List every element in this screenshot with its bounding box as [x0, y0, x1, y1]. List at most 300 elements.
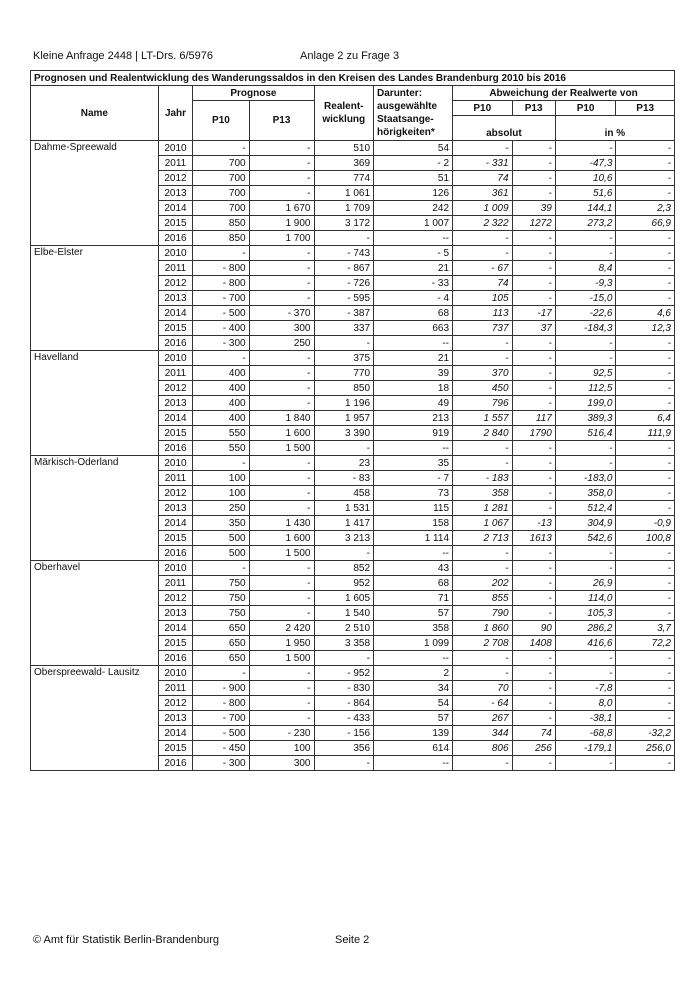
- footer-page-number: Seite 2: [335, 934, 370, 946]
- table-cell: -: [249, 261, 314, 276]
- table-cell: 74: [512, 726, 555, 741]
- table-cell: 273,2: [555, 216, 616, 231]
- table-cell: 2014: [158, 726, 193, 741]
- district-name-cell: [31, 546, 159, 561]
- table-cell: 1790: [512, 426, 555, 441]
- table-cell: 2011: [158, 366, 193, 381]
- table-cell: -: [249, 381, 314, 396]
- table-cell: -: [555, 246, 616, 261]
- table-cell: 68: [374, 306, 453, 321]
- table-cell: 919: [374, 426, 453, 441]
- table-cell: -: [616, 141, 675, 156]
- table-cell: -: [616, 171, 675, 186]
- table-row: [31, 231, 675, 246]
- table-cell: -: [453, 756, 513, 771]
- table-cell: - 800: [193, 261, 249, 276]
- table-cell: -: [512, 576, 555, 591]
- table-cell: -: [555, 546, 616, 561]
- table-cell: 358: [453, 486, 513, 501]
- table-cell: -13: [512, 516, 555, 531]
- table-cell: -15,0: [555, 291, 616, 306]
- table-row: [31, 516, 675, 531]
- table-cell: 18: [374, 381, 453, 396]
- table-cell: 2016: [158, 441, 193, 456]
- table-cell: 2 510: [314, 621, 374, 636]
- district-name-cell: [31, 741, 159, 756]
- table-cell: -: [453, 561, 513, 576]
- table-cell: --: [374, 546, 453, 561]
- table-cell: 1 067: [453, 516, 513, 531]
- table-cell: -: [314, 336, 374, 351]
- table-cell: 1 600: [249, 426, 314, 441]
- table-cell: - 230: [249, 726, 314, 741]
- district-name-cell: [31, 336, 159, 351]
- table-cell: 1 840: [249, 411, 314, 426]
- table-cell: -: [512, 756, 555, 771]
- table-cell: -: [512, 156, 555, 171]
- table-cell: 700: [193, 201, 249, 216]
- table-cell: 100: [193, 471, 249, 486]
- district-name-cell: [31, 186, 159, 201]
- table-cell: -: [616, 246, 675, 261]
- table-cell: - 331: [453, 156, 513, 171]
- table-cell: -: [616, 381, 675, 396]
- table-cell: -: [512, 696, 555, 711]
- table-cell: -: [249, 456, 314, 471]
- table-cell: 158: [374, 516, 453, 531]
- table-cell: -: [512, 171, 555, 186]
- table-cell: 57: [374, 606, 453, 621]
- table-cell: -: [616, 651, 675, 666]
- table-cell: - 800: [193, 276, 249, 291]
- table-cell: 358,0: [555, 486, 616, 501]
- table-cell: 10,6: [555, 171, 616, 186]
- table-cell: 852: [314, 561, 374, 576]
- table-cell: -: [512, 486, 555, 501]
- table-cell: - 67: [453, 261, 513, 276]
- table-cell: 8,0: [555, 696, 616, 711]
- table-cell: -: [512, 336, 555, 351]
- table-cell: - 33: [374, 276, 453, 291]
- table-cell: -: [555, 141, 616, 156]
- table-cell: 550: [193, 441, 249, 456]
- table-cell: -: [512, 471, 555, 486]
- table-cell: 73: [374, 486, 453, 501]
- table-cell: - 700: [193, 291, 249, 306]
- table-cell: - 595: [314, 291, 374, 306]
- table-cell: 12,3: [616, 321, 675, 336]
- table-cell: -32,2: [616, 726, 675, 741]
- table-cell: 1 531: [314, 501, 374, 516]
- table-cell: 450: [453, 381, 513, 396]
- table-cell: 806: [453, 741, 513, 756]
- table-cell: 54: [374, 141, 453, 156]
- col-header-pct-p13: P13: [616, 101, 675, 116]
- table-cell: -: [249, 561, 314, 576]
- table-cell: 2016: [158, 546, 193, 561]
- table-cell: 1 600: [249, 531, 314, 546]
- table-cell: 2016: [158, 756, 193, 771]
- col-header-pct-p10: P10: [555, 101, 616, 116]
- table-cell: 458: [314, 486, 374, 501]
- table-cell: -: [512, 606, 555, 621]
- table-cell: 1 500: [249, 651, 314, 666]
- table-cell: 21: [374, 261, 453, 276]
- table-cell: 2011: [158, 156, 193, 171]
- table-cell: -: [512, 651, 555, 666]
- district-name-cell: [31, 201, 159, 216]
- table-cell: 952: [314, 576, 374, 591]
- table-cell: 344: [453, 726, 513, 741]
- table-cell: - 450: [193, 741, 249, 756]
- table-cell: - 400: [193, 321, 249, 336]
- table-cell: 199,0: [555, 396, 616, 411]
- table-cell: -: [512, 396, 555, 411]
- table-cell: -: [616, 441, 675, 456]
- table-row: [31, 306, 675, 321]
- table-cell: 43: [374, 561, 453, 576]
- table-cell: 250: [249, 336, 314, 351]
- table-cell: 2014: [158, 411, 193, 426]
- table-cell: 2014: [158, 201, 193, 216]
- district-name-cell: [31, 171, 159, 186]
- page-footer: [33, 934, 370, 946]
- table-cell: -: [512, 711, 555, 726]
- district-name-cell: [31, 441, 159, 456]
- table-cell: - 4: [374, 291, 453, 306]
- table-row: [31, 651, 675, 666]
- table-cell: 2012: [158, 696, 193, 711]
- table-cell: -: [249, 366, 314, 381]
- table-cell: -: [249, 576, 314, 591]
- table-cell: -: [616, 711, 675, 726]
- table-row: [31, 291, 675, 306]
- table-cell: -: [512, 456, 555, 471]
- table-cell: 90: [512, 621, 555, 636]
- table-cell: -: [512, 261, 555, 276]
- table-row: [31, 711, 675, 726]
- table-cell: 51,6: [555, 186, 616, 201]
- district-name-cell: [31, 291, 159, 306]
- table-cell: 2012: [158, 171, 193, 186]
- district-name-cell: [31, 531, 159, 546]
- table-cell: 750: [193, 591, 249, 606]
- district-name-cell: [31, 501, 159, 516]
- table-cell: -: [616, 666, 675, 681]
- table-cell: -: [249, 501, 314, 516]
- table-cell: -: [512, 231, 555, 246]
- table-cell: 400: [193, 411, 249, 426]
- col-header-year: Jahr: [158, 86, 193, 141]
- table-cell: -: [616, 396, 675, 411]
- footer-copyright: © Amt für Statistik Berlin-Brandenburg: [33, 934, 220, 946]
- table-cell: - 867: [314, 261, 374, 276]
- district-name-cell: [31, 696, 159, 711]
- district-name-cell: [31, 216, 159, 231]
- table-cell: -: [616, 486, 675, 501]
- table-cell: 115: [374, 501, 453, 516]
- table-cell: -17: [512, 306, 555, 321]
- table-cell: - 83: [314, 471, 374, 486]
- district-name: Elbe-Elster: [31, 246, 159, 261]
- district-name-cell: [31, 651, 159, 666]
- table-row: [31, 276, 675, 291]
- district-name-cell: [31, 711, 159, 726]
- col-header-prognose-p13: P13: [249, 101, 314, 141]
- table-cell: -: [555, 336, 616, 351]
- table-cell: 74: [453, 276, 513, 291]
- table-cell: - 500: [193, 306, 249, 321]
- table-cell: 1 670: [249, 201, 314, 216]
- table-cell: 21: [374, 351, 453, 366]
- table-cell: 356: [314, 741, 374, 756]
- table-cell: 74: [453, 171, 513, 186]
- district-name: Märkisch-Oderland: [31, 456, 159, 471]
- table-cell: 516,4: [555, 426, 616, 441]
- table-cell: 111,9: [616, 426, 675, 441]
- table-cell: 2013: [158, 186, 193, 201]
- table-cell: -: [616, 336, 675, 351]
- table-cell: 358: [374, 621, 453, 636]
- table-cell: -: [616, 591, 675, 606]
- table-cell: -: [512, 561, 555, 576]
- col-header-abs-p10: P10: [453, 101, 513, 116]
- table-cell: -: [249, 141, 314, 156]
- table-cell: 650: [193, 651, 249, 666]
- district-name-cell: [31, 156, 159, 171]
- table-cell: - 64: [453, 696, 513, 711]
- table-cell: -: [249, 246, 314, 261]
- table-cell: -184,3: [555, 321, 616, 336]
- table-cell: -: [453, 441, 513, 456]
- table-cell: 663: [374, 321, 453, 336]
- table-row: [31, 441, 675, 456]
- table-cell: 54: [374, 696, 453, 711]
- table-cell: 2 713: [453, 531, 513, 546]
- table-row: [31, 201, 675, 216]
- table-cell: 770: [314, 366, 374, 381]
- table-cell: 2015: [158, 426, 193, 441]
- table-cell: -: [249, 186, 314, 201]
- district-name-cell: [31, 381, 159, 396]
- table-cell: - 5: [374, 246, 453, 261]
- district-name: Oberhavel: [31, 561, 159, 576]
- table-row: [31, 351, 675, 366]
- table-cell: 796: [453, 396, 513, 411]
- district-name-cell: [31, 621, 159, 636]
- table-cell: - 387: [314, 306, 374, 321]
- table-cell: 790: [453, 606, 513, 621]
- table-cell: -: [512, 351, 555, 366]
- col-header-real: Realent- wicklung: [314, 86, 374, 141]
- table-row: [31, 726, 675, 741]
- table-cell: 250: [193, 501, 249, 516]
- table-cell: 144,1: [555, 201, 616, 216]
- table-cell: 2014: [158, 516, 193, 531]
- table-cell: 112,5: [555, 381, 616, 396]
- table-row: [31, 426, 675, 441]
- table-cell: 550: [193, 426, 249, 441]
- table-cell: 2 420: [249, 621, 314, 636]
- table-cell: -: [616, 156, 675, 171]
- table-cell: 2010: [158, 456, 193, 471]
- table-cell: 2016: [158, 336, 193, 351]
- table-cell: -: [555, 651, 616, 666]
- table-cell: 350: [193, 516, 249, 531]
- table-cell: -7,8: [555, 681, 616, 696]
- table-row: [31, 336, 675, 351]
- table-cell: 23: [314, 456, 374, 471]
- table-cell: 3 213: [314, 531, 374, 546]
- table-cell: 1 430: [249, 516, 314, 531]
- table-cell: -: [512, 546, 555, 561]
- table-cell: -: [616, 501, 675, 516]
- table-cell: -: [249, 171, 314, 186]
- table-cell: 2015: [158, 216, 193, 231]
- table-cell: 92,5: [555, 366, 616, 381]
- table-cell: 2012: [158, 591, 193, 606]
- col-header-name: Name: [31, 86, 159, 141]
- table-cell: 850: [193, 231, 249, 246]
- table-cell: 2010: [158, 246, 193, 261]
- table-cell: 1 605: [314, 591, 374, 606]
- table-cell: -: [314, 756, 374, 771]
- table-cell: -: [453, 351, 513, 366]
- page-header: [33, 50, 400, 62]
- table-cell: 370: [453, 366, 513, 381]
- table-row: [31, 171, 675, 186]
- table-cell: - 7: [374, 471, 453, 486]
- table-cell: 850: [193, 216, 249, 231]
- table-cell: -: [616, 231, 675, 246]
- district-name-cell: [31, 411, 159, 426]
- table-cell: 57: [374, 711, 453, 726]
- table-cell: -: [616, 186, 675, 201]
- table-cell: -0,9: [616, 516, 675, 531]
- table-cell: 2 708: [453, 636, 513, 651]
- table-cell: -: [555, 756, 616, 771]
- table-cell: -: [512, 441, 555, 456]
- table-cell: -: [616, 351, 675, 366]
- table-cell: --: [374, 756, 453, 771]
- table-cell: 389,3: [555, 411, 616, 426]
- table-cell: -38,1: [555, 711, 616, 726]
- table-cell: -: [314, 441, 374, 456]
- table-row: [31, 606, 675, 621]
- table-cell: -: [249, 156, 314, 171]
- table-cell: 2 322: [453, 216, 513, 231]
- table-cell: -: [512, 381, 555, 396]
- table-cell: -: [249, 471, 314, 486]
- table-cell: 1408: [512, 636, 555, 651]
- table-cell: 2015: [158, 636, 193, 651]
- table-cell: -: [193, 561, 249, 576]
- table-cell: -: [249, 681, 314, 696]
- table-cell: 750: [193, 606, 249, 621]
- table-cell: -: [249, 696, 314, 711]
- district-name-cell: [31, 306, 159, 321]
- district-name: Dahme-Spreewald: [31, 141, 159, 156]
- col-header-prognose-p10: P10: [193, 101, 249, 141]
- table-cell: -: [193, 666, 249, 681]
- table-cell: 500: [193, 531, 249, 546]
- table-cell: -: [193, 351, 249, 366]
- table-cell: 35: [374, 456, 453, 471]
- table-row: [31, 381, 675, 396]
- table-cell: - 952: [314, 666, 374, 681]
- table-cell: 2,3: [616, 201, 675, 216]
- table-cell: - 156: [314, 726, 374, 741]
- table-cell: 70: [453, 681, 513, 696]
- table-cell: 2016: [158, 231, 193, 246]
- table-cell: -: [512, 366, 555, 381]
- table-cell: 304,9: [555, 516, 616, 531]
- table-cell: 400: [193, 381, 249, 396]
- table-cell: -: [512, 186, 555, 201]
- table-cell: - 743: [314, 246, 374, 261]
- table-row: [31, 471, 675, 486]
- table-cell: 49: [374, 396, 453, 411]
- table-cell: 100: [249, 741, 314, 756]
- table-cell: -: [616, 276, 675, 291]
- table-cell: -: [616, 546, 675, 561]
- table-cell: 113: [453, 306, 513, 321]
- table-cell: - 370: [249, 306, 314, 321]
- table-cell: -: [555, 231, 616, 246]
- table-cell: -: [249, 486, 314, 501]
- table-cell: -: [453, 456, 513, 471]
- table-cell: 8,4: [555, 261, 616, 276]
- table-cell: -: [453, 336, 513, 351]
- table-row: [31, 741, 675, 756]
- table-cell: -: [453, 246, 513, 261]
- table-cell: -: [555, 456, 616, 471]
- table-cell: 3 390: [314, 426, 374, 441]
- table-cell: - 300: [193, 336, 249, 351]
- table-cell: -: [616, 261, 675, 276]
- table-cell: 2013: [158, 606, 193, 621]
- table-cell: -: [249, 711, 314, 726]
- table-cell: -: [193, 246, 249, 261]
- table-cell: 1 061: [314, 186, 374, 201]
- table-cell: -9,3: [555, 276, 616, 291]
- table-cell: 2013: [158, 396, 193, 411]
- table-cell: 202: [453, 576, 513, 591]
- table-cell: 3,7: [616, 621, 675, 636]
- table-cell: 1 860: [453, 621, 513, 636]
- table-cell: 2016: [158, 651, 193, 666]
- table-cell: -: [453, 231, 513, 246]
- district-name-cell: [31, 276, 159, 291]
- district-name: Havelland: [31, 351, 159, 366]
- table-row: [31, 621, 675, 636]
- col-header-prognose: Prognose: [193, 86, 314, 101]
- table-cell: -: [453, 546, 513, 561]
- table-cell: --: [374, 441, 453, 456]
- table-cell: - 183: [453, 471, 513, 486]
- table-cell: 267: [453, 711, 513, 726]
- table-cell: --: [374, 336, 453, 351]
- table-cell: 2011: [158, 576, 193, 591]
- table-cell: -: [616, 366, 675, 381]
- table-cell: 26,9: [555, 576, 616, 591]
- table-cell: -: [555, 561, 616, 576]
- table-cell: 300: [249, 756, 314, 771]
- district-name-cell: [31, 321, 159, 336]
- table-row: [31, 156, 675, 171]
- table-cell: 213: [374, 411, 453, 426]
- table-cell: -: [249, 591, 314, 606]
